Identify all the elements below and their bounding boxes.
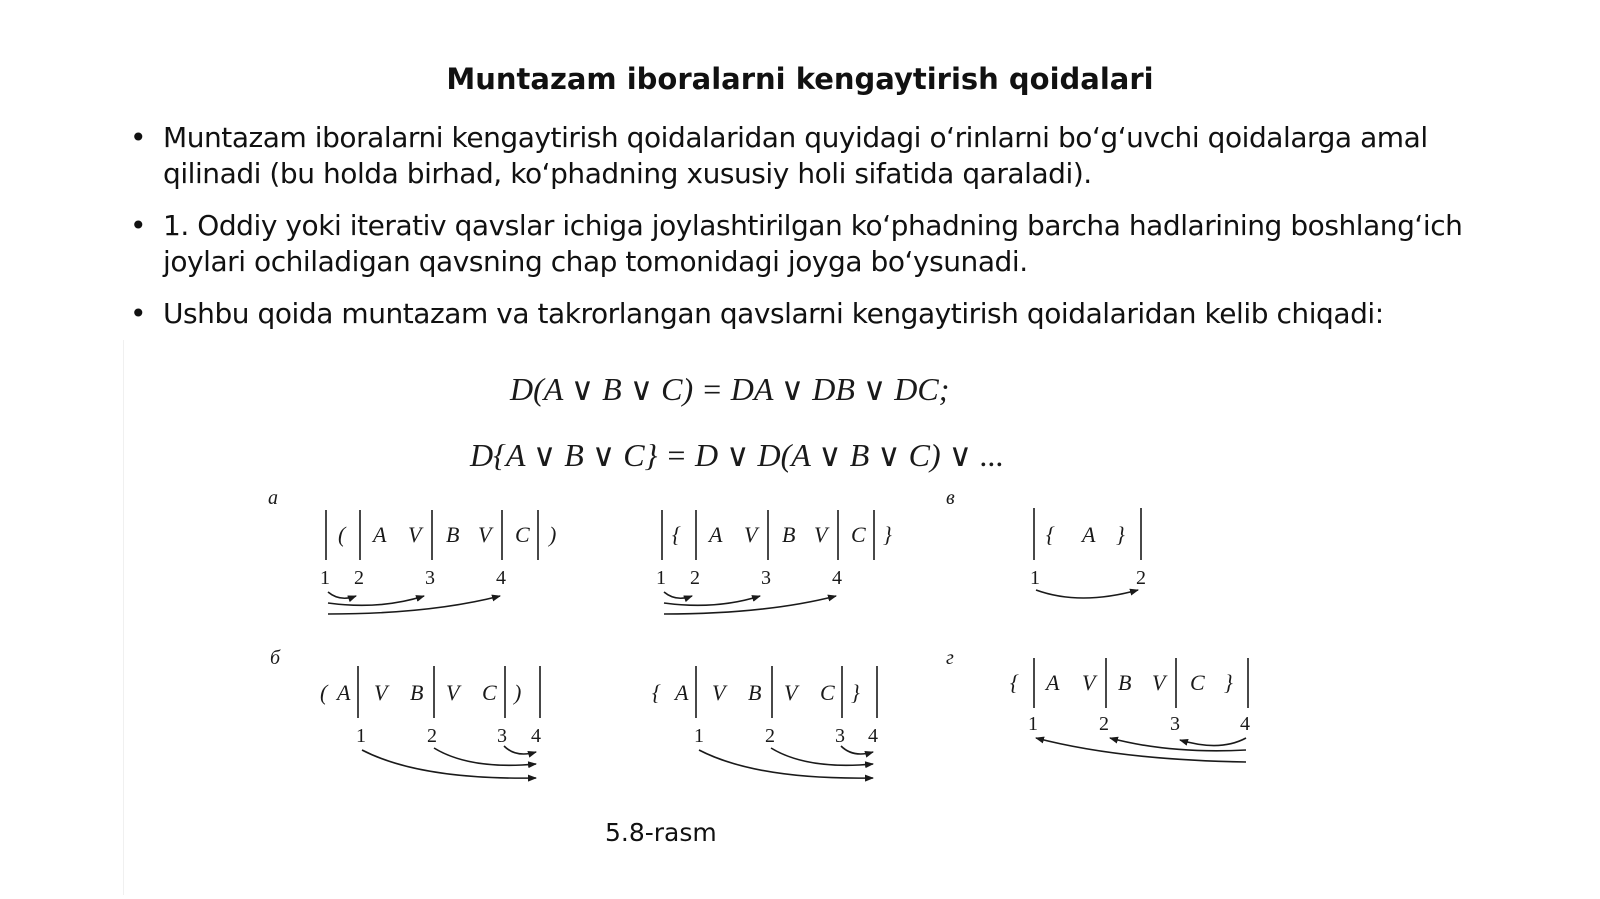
diagram-g-curly	[1034, 658, 1248, 762]
token-b: B	[446, 522, 460, 547]
svg-text:B: B	[1118, 670, 1132, 695]
svg-text:{: {	[652, 680, 661, 705]
diagram-v-curly-numbers	[1030, 567, 1146, 589]
token-open-paren: (	[338, 522, 346, 547]
svg-text:1: 1	[656, 567, 666, 589]
bullet-text: Muntazam iboralarni kengaytirish qoidalaridan quyidagi o‘rinlarni bo‘g‘uvchi qoidalarga amal qilinadi (bu holda birhad, ko‘phadning xususiy holi sifatida qaraladi).	[163, 121, 1428, 190]
svg-text:3: 3	[761, 567, 771, 589]
diagram-b-round-numbers	[356, 725, 541, 747]
diagram-a-curly-numbers	[656, 567, 842, 589]
diagram-g-curly-text	[1010, 670, 1233, 695]
svg-text:3: 3	[497, 725, 507, 747]
svg-text:3: 3	[1170, 713, 1180, 735]
svg-text:C: C	[820, 680, 835, 705]
panel-label-v: в	[946, 487, 955, 509]
bullet-dot: •	[130, 209, 147, 242]
svg-text:V: V	[374, 680, 388, 705]
svg-text:V: V	[712, 680, 726, 705]
diagram-a-round	[326, 510, 538, 614]
svg-text:1: 1	[694, 725, 704, 747]
svg-text:A: A	[1082, 522, 1096, 547]
token-or: V	[478, 522, 492, 547]
diagram-a-round-numbers	[320, 567, 506, 589]
diagram-b-curly-numbers	[694, 725, 878, 747]
diagram-v-curly-text	[1046, 522, 1125, 547]
svg-text:2: 2	[427, 725, 437, 747]
token-a: A	[373, 522, 387, 547]
bullet-dot: •	[130, 297, 147, 330]
svg-text:V: V	[446, 680, 460, 705]
svg-text:(: (	[320, 680, 328, 705]
svg-text:): )	[514, 680, 522, 705]
svg-text:3: 3	[425, 567, 435, 589]
svg-text:{: {	[1010, 670, 1019, 695]
svg-text:2: 2	[690, 567, 700, 589]
svg-text:2: 2	[765, 725, 775, 747]
svg-text:A: A	[709, 522, 723, 547]
svg-text:1: 1	[320, 567, 330, 589]
diagram-a-curly-text	[672, 522, 892, 547]
figure-caption: 5.8-rasm	[605, 818, 717, 847]
token-or: V	[408, 522, 422, 547]
svg-text:V: V	[814, 522, 828, 547]
svg-text:}: }	[851, 680, 860, 705]
svg-text:3: 3	[835, 725, 845, 747]
svg-text:1: 1	[1028, 713, 1038, 735]
token-c: C	[515, 522, 530, 547]
svg-text:1: 1	[1030, 567, 1040, 589]
panel-label-a: а	[268, 487, 278, 509]
panel-label-b: б	[270, 647, 281, 669]
diagram-a-curly	[662, 510, 874, 614]
svg-text:4: 4	[531, 725, 541, 747]
svg-text:B: B	[782, 522, 796, 547]
diagram-a-round-text	[338, 522, 556, 547]
svg-text:V: V	[1152, 670, 1166, 695]
svg-text:4: 4	[868, 725, 878, 747]
svg-text:2: 2	[1136, 567, 1146, 589]
svg-text:V: V	[744, 522, 758, 547]
svg-text:A: A	[1046, 670, 1060, 695]
svg-text:V: V	[784, 680, 798, 705]
svg-text:}: }	[1116, 522, 1125, 547]
svg-text:C: C	[1190, 670, 1205, 695]
svg-text:{: {	[672, 522, 681, 547]
diagram-b-round-text	[320, 680, 521, 705]
svg-text:C: C	[851, 522, 866, 547]
token-close-paren: )	[549, 522, 557, 547]
svg-text:}: }	[1224, 670, 1233, 695]
slide-title: Muntazam iboralarni kengaytirish qoidalari	[446, 62, 1154, 96]
diagram-b-curly-text	[652, 680, 860, 705]
svg-text:V: V	[1082, 670, 1096, 695]
bullet-text: 1. Oddiy yoki iterativ qavslar ichiga joylashtirilgan ko‘phadning barcha hadlarining boshlang‘ich joylari ochiladigan qavsning chap tomonidagi joyga bo‘ysunadi.	[163, 209, 1463, 278]
svg-text:1: 1	[356, 725, 366, 747]
formula-concatenation: D(A ∨ B ∨ C) = DA ∨ DB ∨ DC;	[510, 371, 950, 407]
svg-text:2: 2	[1099, 713, 1109, 735]
svg-text:C: C	[482, 680, 497, 705]
svg-text:A: A	[675, 680, 689, 705]
svg-text:{: {	[1046, 522, 1055, 547]
panel-label-g: г	[946, 647, 954, 669]
svg-text:4: 4	[832, 567, 842, 589]
svg-text:2: 2	[354, 567, 364, 589]
svg-text:4: 4	[1240, 713, 1250, 735]
bullet-dot: •	[130, 121, 147, 154]
svg-text:A: A	[337, 680, 351, 705]
diagram-g-curly-numbers	[1028, 713, 1250, 735]
bullet-text: Ushbu qoida muntazam va takrorlangan qavslarni kengaytirish qoidalaridan kelib chiqadi:	[163, 297, 1384, 330]
svg-text:B: B	[410, 680, 424, 705]
svg-text:4: 4	[496, 567, 506, 589]
svg-text:}: }	[883, 522, 892, 547]
formula-iteration: D{A ∨ B ∨ C} = D ∨ D(A ∨ B ∨ C) ∨ ...	[470, 437, 1005, 473]
svg-text:B: B	[748, 680, 762, 705]
